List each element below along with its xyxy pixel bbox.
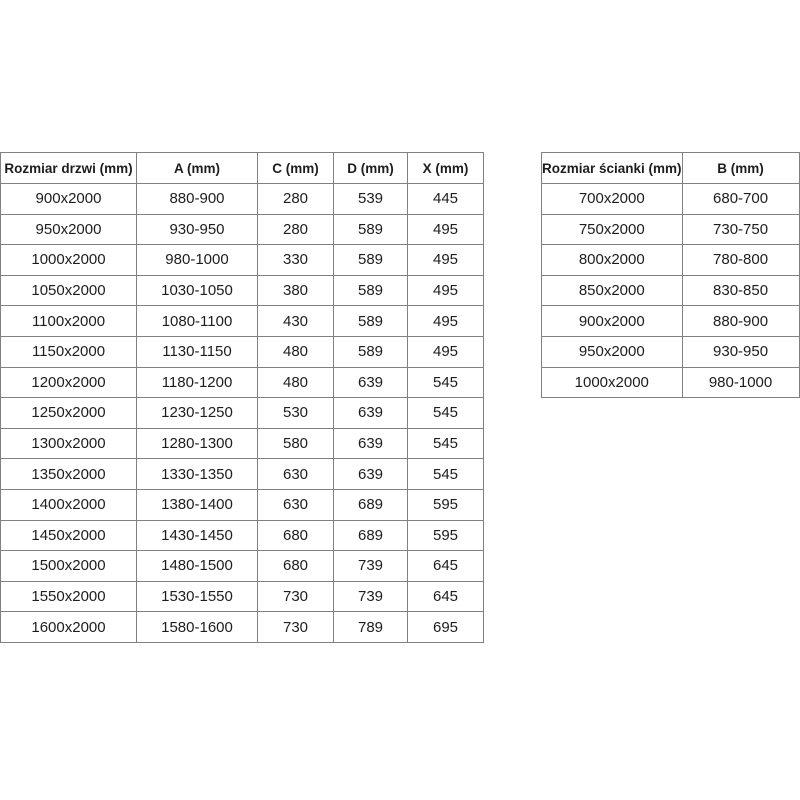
table-cell: 1530-1550 [137, 581, 258, 612]
table-row [542, 275, 800, 306]
table-cell: 1050x2000 [1, 275, 137, 306]
column-header: Rozmiar ścianki (mm) [542, 153, 683, 184]
table-cell: 1450x2000 [1, 520, 137, 551]
table-cell: 580 [258, 428, 334, 459]
table-cell: 495 [408, 336, 484, 367]
table-cell: 495 [408, 245, 484, 276]
table-cell: 1380-1400 [137, 489, 258, 520]
table-row [542, 306, 800, 337]
table-cell: 680 [258, 520, 334, 551]
table-cell: 1080-1100 [137, 306, 258, 337]
table-cell: 445 [408, 184, 484, 215]
column-header: Rozmiar drzwi (mm) [1, 153, 137, 184]
table-row [542, 336, 800, 367]
table-cell: 950x2000 [1, 214, 137, 245]
table-cell: 630 [258, 459, 334, 490]
table-cell: 980-1000 [137, 245, 258, 276]
table-cell: 1330-1350 [137, 459, 258, 490]
table-cell: 780-800 [682, 245, 799, 276]
table-cell: 1100x2000 [1, 306, 137, 337]
header-row [542, 153, 800, 184]
table-row [542, 245, 800, 276]
table-cell: 1000x2000 [542, 367, 683, 398]
table-cell: 1580-1600 [137, 612, 258, 643]
table-cell: 730-750 [682, 214, 799, 245]
table-cell: 930-950 [137, 214, 258, 245]
table-cell: 980-1000 [682, 367, 799, 398]
table-row [1, 184, 484, 215]
table-row [1, 520, 484, 551]
table-cell: 480 [258, 336, 334, 367]
table-cell: 700x2000 [542, 184, 683, 215]
table-row [1, 275, 484, 306]
table-row [1, 551, 484, 582]
table-cell: 880-900 [682, 306, 799, 337]
wall-sizes-table [541, 152, 800, 398]
table-cell: 1130-1150 [137, 336, 258, 367]
table-cell: 950x2000 [542, 336, 683, 367]
table-row [542, 367, 800, 398]
table-cell: 589 [334, 275, 408, 306]
table-cell: 280 [258, 214, 334, 245]
table-row [1, 459, 484, 490]
table-cell: 645 [408, 581, 484, 612]
table-cell: 595 [408, 520, 484, 551]
table-cell: 1350x2000 [1, 459, 137, 490]
table-cell: 880-900 [137, 184, 258, 215]
table-cell: 1200x2000 [1, 367, 137, 398]
table-cell: 639 [334, 398, 408, 429]
table-cell: 630 [258, 489, 334, 520]
table-cell: 639 [334, 367, 408, 398]
table-cell: 1180-1200 [137, 367, 258, 398]
table-cell: 645 [408, 551, 484, 582]
table-cell: 730 [258, 581, 334, 612]
table-cell: 639 [334, 459, 408, 490]
table-cell: 750x2000 [542, 214, 683, 245]
table-cell: 1550x2000 [1, 581, 137, 612]
table-cell: 1400x2000 [1, 489, 137, 520]
table-cell: 280 [258, 184, 334, 215]
table-cell: 589 [334, 336, 408, 367]
table-cell: 1150x2000 [1, 336, 137, 367]
table-row [1, 245, 484, 276]
table-cell: 545 [408, 398, 484, 429]
table-cell: 1230-1250 [137, 398, 258, 429]
table-cell: 530 [258, 398, 334, 429]
table-cell: 1480-1500 [137, 551, 258, 582]
table-cell: 1000x2000 [1, 245, 137, 276]
door-sizes-table [0, 152, 484, 643]
table-cell: 830-850 [682, 275, 799, 306]
table-cell: 739 [334, 581, 408, 612]
table-cell: 680 [258, 551, 334, 582]
table-cell: 1430-1450 [137, 520, 258, 551]
table-cell: 330 [258, 245, 334, 276]
table-cell: 900x2000 [542, 306, 683, 337]
table-row [542, 214, 800, 245]
table-cell: 589 [334, 306, 408, 337]
table-cell: 545 [408, 459, 484, 490]
table-row [1, 489, 484, 520]
table-cell: 1280-1300 [137, 428, 258, 459]
table-cell: 689 [334, 489, 408, 520]
table-cell: 689 [334, 520, 408, 551]
table-cell: 589 [334, 214, 408, 245]
table-cell: 900x2000 [1, 184, 137, 215]
table-row [1, 428, 484, 459]
table-cell: 545 [408, 428, 484, 459]
table-row [1, 581, 484, 612]
table-cell: 1500x2000 [1, 551, 137, 582]
table-cell: 495 [408, 214, 484, 245]
column-header: A (mm) [137, 153, 258, 184]
table-cell: 789 [334, 612, 408, 643]
table-cell: 930-950 [682, 336, 799, 367]
column-header: X (mm) [408, 153, 484, 184]
table-cell: 539 [334, 184, 408, 215]
table-cell: 380 [258, 275, 334, 306]
table-row [1, 336, 484, 367]
table-cell: 739 [334, 551, 408, 582]
table-cell: 730 [258, 612, 334, 643]
table-cell: 545 [408, 367, 484, 398]
table-row [1, 367, 484, 398]
table-cell: 430 [258, 306, 334, 337]
table-row [1, 398, 484, 429]
table-cell: 680-700 [682, 184, 799, 215]
table-cell: 589 [334, 245, 408, 276]
table-row [542, 184, 800, 215]
table-cell: 1250x2000 [1, 398, 137, 429]
table-row [1, 306, 484, 337]
table-row [1, 612, 484, 643]
table-cell: 639 [334, 428, 408, 459]
header-row [1, 153, 484, 184]
table-cell: 850x2000 [542, 275, 683, 306]
table-cell: 1300x2000 [1, 428, 137, 459]
table-cell: 695 [408, 612, 484, 643]
table-cell: 495 [408, 275, 484, 306]
table-cell: 800x2000 [542, 245, 683, 276]
table-cell: 1600x2000 [1, 612, 137, 643]
column-header: B (mm) [682, 153, 799, 184]
table-cell: 1030-1050 [137, 275, 258, 306]
column-header: D (mm) [334, 153, 408, 184]
table-row [1, 214, 484, 245]
table-cell: 495 [408, 306, 484, 337]
table-cell: 595 [408, 489, 484, 520]
table-cell: 480 [258, 367, 334, 398]
column-header: C (mm) [258, 153, 334, 184]
